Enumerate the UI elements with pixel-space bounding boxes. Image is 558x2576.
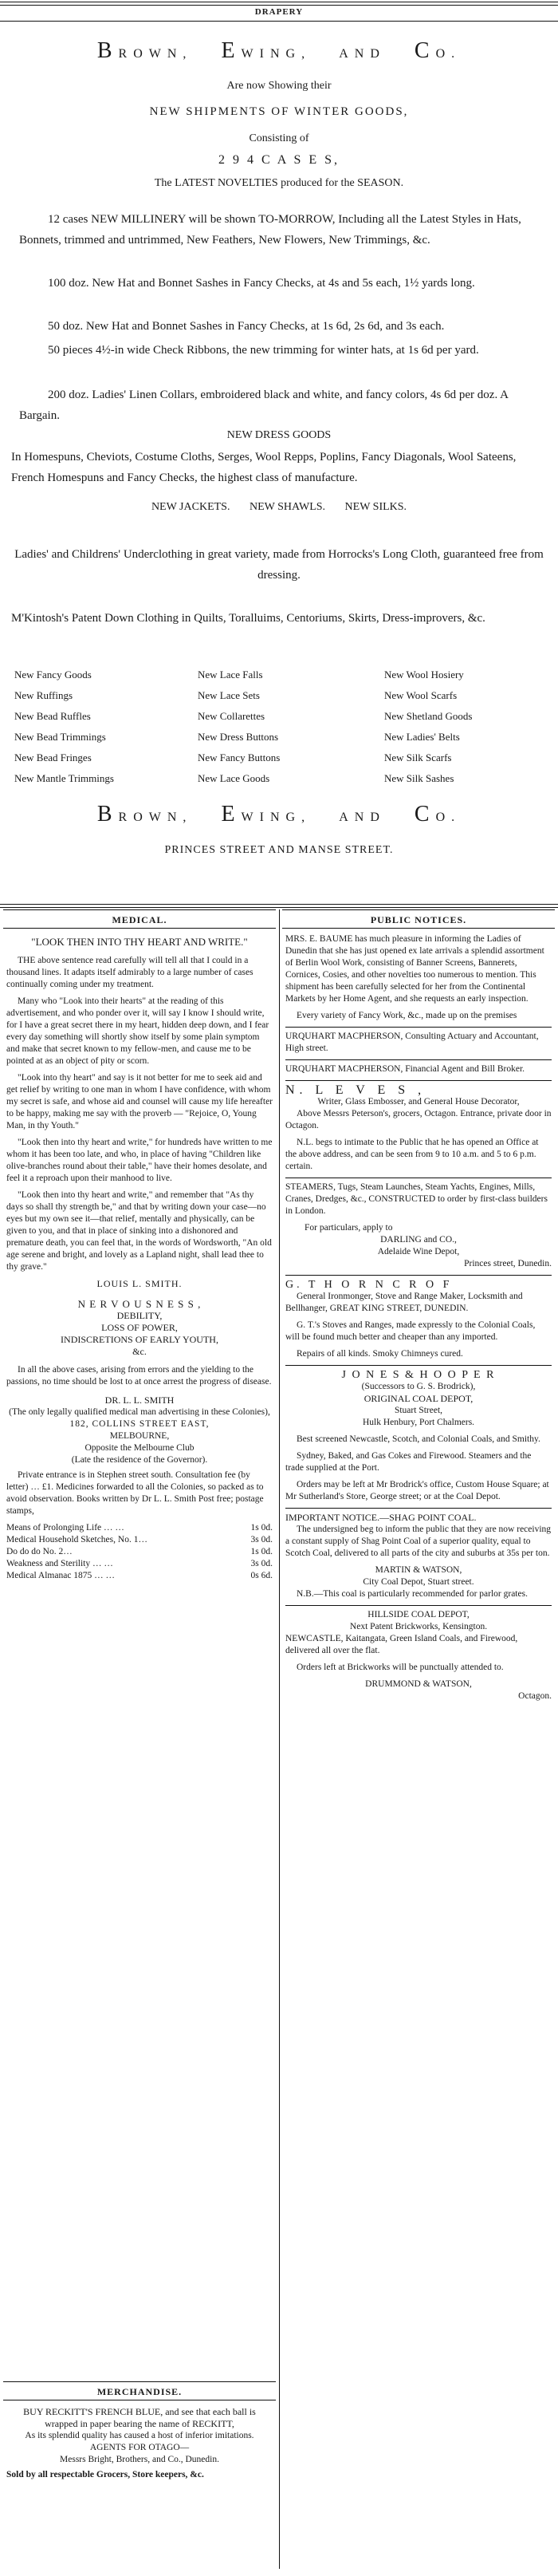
nerv-4: INDISCRETIONS OF EARLY YOUTH, bbox=[61, 1334, 218, 1345]
notices-column bbox=[285, 933, 552, 1702]
urquhart-2: URQUHART MACPHERSON, Financial Agent and Bill Broker. bbox=[285, 1064, 525, 1074]
jh-2: (Successors to G. S. Brodrick), bbox=[361, 1382, 476, 1391]
mkintosh: M'Kintosh's Patent Down Clothing in Quilts, Toralluims, Centoriums, Skirts, Dress-improvers, &c. bbox=[11, 612, 485, 625]
dr-addr-4: (Late the residence of the Governor). bbox=[71, 1455, 208, 1465]
book-row: Do do do No. 2… 1s 0d. bbox=[6, 1547, 273, 1556]
goods-col-2: New Lace Falls New Lace Sets New Collarettes New Dress Buttons New Fancy Buttons New Lace Goods bbox=[198, 669, 281, 784]
book-row: Weakness and Sterility … … 3s 0d. bbox=[6, 1559, 273, 1568]
nerv-3: LOSS OF POWER, bbox=[101, 1322, 178, 1333]
reckitt-text-2: As its splendid quality has caused a host of inferior imitations. bbox=[25, 2431, 254, 2440]
leves-name: N. L E V E S , bbox=[285, 1083, 426, 1097]
shag-5: N.B.—This coal is particularly recommended for parlor grates. bbox=[297, 1589, 528, 1599]
hill-3: NEWCASTLE, Kaitangata, Green Island Coals, and Firewood, delivered all over the flat. bbox=[285, 1634, 518, 1655]
dress-text: In Homespuns, Cheviots, Costume Cloths, Serges, Wool Repps, Poplins, Fancy Diagonals, Wool Sateens, French Homespuns and Fancy Checks, the highest class of manufacture. bbox=[11, 451, 517, 484]
jh-4: Stuart Street, bbox=[394, 1406, 443, 1415]
medical-column bbox=[6, 935, 273, 1582]
reckitt-agents-2: Messrs Bright, Brothers, and Co., Dunedin. bbox=[60, 2455, 219, 2464]
book-list bbox=[6, 1522, 273, 1582]
steamers-2: For particulars, apply to bbox=[305, 1223, 393, 1233]
ad-headline: NEW SHIPMENTS OF WINTER GOODS, bbox=[149, 105, 409, 118]
merch-title: MERCHANDISE. bbox=[96, 2386, 183, 2397]
thorncroft-4: Repairs of all kinds. Smoky Chimneys cured. bbox=[297, 1349, 463, 1359]
shag-2: The undersigned beg to inform the public that they are now receiving a constant supply of Shag Point Coal of a superior quality, equal to Scotch Coal, delivered to all parts of the city and suburbs at 35s per ton. bbox=[285, 1525, 552, 1558]
firm-name-top: BROWN, EWING, AND CO. bbox=[96, 38, 462, 63]
hill-6: Octagon. bbox=[518, 1691, 552, 1701]
jh-6: Best screened Newcastle, Scotch, and Colonial Coals, and Smithy. bbox=[297, 1434, 540, 1444]
reckitt-sold: Sold by all respectable Grocers, Store keepers, &c. bbox=[6, 2470, 204, 2479]
medical-p2: Many who "Look into their hearts" at the reading of this advertisement, and who ponder over it, will say I know I should write, for I have a great secret there in my heart, hidden deep down, and I fear every day something will shortly show itself by some plain symptom and make that secret known to my fellow-men, and cause me to be pointed at as an object of pity or scorn. bbox=[6, 996, 269, 1066]
shag-1: IMPORTANT NOTICE.—SHAG POINT COAL. bbox=[285, 1512, 477, 1523]
dress-heading: NEW DRESS GOODS bbox=[226, 429, 332, 441]
leves-3: N.L. begs to intimate to the Public that he has opened an Office at the above address, and can be seen from 9 to 10 a.m. and 5 to 6 p.m. certain. bbox=[285, 1138, 539, 1171]
notices-title: PUBLIC NOTICES. bbox=[370, 914, 467, 925]
ad-novelties: The LATEST NOVELTIES produced for the SEASON. bbox=[154, 177, 404, 189]
jones-hooper-name: J O N E S & H O O P E R bbox=[341, 1369, 496, 1381]
reckitt-agents: AGENTS FOR OTAGO— bbox=[89, 2443, 190, 2452]
merch-column bbox=[6, 2406, 273, 2481]
para-millinery: 12 cases NEW MILLINERY will be shown TO-MORROW, Including all the Latest Styles in Hats, Bonnets, trimmed and untrimmed, New Feathers, New Flowers, New Trimmings, &c. bbox=[19, 213, 521, 247]
medical-quote-head: "LOOK THEN INTO THY HEART AND WRITE." bbox=[31, 936, 248, 948]
para-ribbons: 50 pieces 4½-in wide Check Ribbons, the new trimming for winter hats, at 1s 6d per yard. bbox=[48, 344, 479, 357]
ad-intro: Are now Showing their bbox=[226, 80, 332, 92]
thorncroft-name: G. T H O R N C R O F bbox=[285, 1279, 453, 1291]
urquhart-1: URQUHART MACPHERSON, Consulting Actuary and Accountant, High street. bbox=[285, 1032, 539, 1053]
ad-consisting: Consisting of bbox=[249, 132, 309, 144]
jh-8: Orders may be left at Mr Brodrick's office, Custom House Square; at Mr Sutherland's Store, George street; or at the Coal Depot. bbox=[285, 1480, 549, 1501]
medical-title-rule bbox=[3, 928, 276, 929]
para-sashes-1: 100 doz. New Hat and Bonnet Sashes in Fancy Checks, at 4s and 5s each, 1½ yards long. bbox=[48, 277, 475, 290]
book-row: Medical Almanac 1875 … … 0s 6d. bbox=[6, 1571, 273, 1580]
steamers-4: Adelaide Wine Depot, bbox=[377, 1247, 460, 1256]
leves-1: Writer, Glass Embosser, and General House Decorator, bbox=[317, 1097, 520, 1107]
medical-p6: In all the above cases, arising from errors and the yielding to the passions, no time should be lost to at once arrest the progress of disease. bbox=[6, 1365, 272, 1387]
reckitt-text: BUY RECKITT'S FRENCH BLUE, and see that each ball is wrapped in paper bearing the name of RECKITT, bbox=[23, 2406, 256, 2429]
dr-addr-2: MELBOURNE, bbox=[109, 1431, 170, 1441]
header-rule bbox=[0, 21, 558, 22]
firm-name-bottom: BROWN, EWING, AND CO. bbox=[96, 802, 462, 826]
medical-p4: "Look then into thy heart and write," for hundreds have written to me whom it has been too late, and who, in place of having "Children like olive-branches round about their table," have their homes desolate, and feel it a reproach upon their manhood to live. bbox=[6, 1138, 273, 1183]
nerv-5: &c. bbox=[132, 1346, 147, 1357]
book-row: Means of Prolonging Life … … 1s 0d. bbox=[6, 1523, 273, 1533]
jackets-line: NEW JACKETS. NEW SHAWLS. NEW SILKS. bbox=[151, 501, 407, 513]
underclothing: Ladies' and Childrens' Underclothing in great variety, made from Horrocks's Long Cloth, guaranteed free from dressing. bbox=[14, 548, 544, 582]
steamers-3: DARLING and CO., bbox=[380, 1235, 457, 1245]
hill-2: Next Patent Brickworks, Kensington. bbox=[349, 1622, 488, 1631]
hill-5: DRUMMOND & WATSON, bbox=[365, 1679, 472, 1689]
leves-2: Above Messrs Peterson's, grocers, Octagon. Entrance, private door in Octagon. bbox=[285, 1109, 552, 1130]
notices-top-rule bbox=[282, 909, 555, 910]
medical-p3: "Look into thy heart" and say is it not better for me to seek aid and get relief by writing to one man in whom I have confidence, with whom my secret is safe, and whose aid and counsel will cause my life hereafter to be happy, making me say with the proverb — "Rejoice, O, Young Man, in thy Youth." bbox=[6, 1073, 273, 1130]
dr-name: DR. L. L. SMITH bbox=[104, 1395, 175, 1406]
section-divider bbox=[0, 904, 558, 908]
medical-p1: THE above sentence read carefully will tell all that I could in a thousand lines. It adapts itself admirably to a large number of cases continually coming under my treatment. bbox=[6, 956, 253, 989]
shag-4: City Coal Depot, Stuart street. bbox=[363, 1577, 474, 1587]
top-rule bbox=[0, 2, 558, 6]
notices-title-rule bbox=[282, 928, 555, 929]
merch-top-rule bbox=[3, 2381, 276, 2382]
medical-p7: Private entrance is in Stephen street south. Consultation fee (by letter) … £1. Medicines forwarded to all the Colonies, so packed as to avoid observation. Books written by Dr L. L. Smith Post free; postage stamps, bbox=[6, 1470, 264, 1516]
medical-title: MEDICAL. bbox=[112, 914, 167, 925]
steamers-5: Princes street, Dunedin. bbox=[464, 1259, 552, 1268]
dr-addr-3: Opposite the Melbourne Club bbox=[84, 1443, 195, 1453]
thorncroft-3: G. T.'s Stoves and Ranges, made expressly to the Colonial Coals, will be found much better and cheaper than any imported. bbox=[285, 1320, 536, 1342]
jh-7: Sydney, Baked, and Gas Cokes and Firewood. Steamers and the trade supplied at the Port. bbox=[285, 1451, 532, 1473]
book-row: Medical Household Sketches, No. 1… 3s 0d. bbox=[6, 1535, 273, 1544]
goods-col-1: New Fancy Goods New Ruffings New Bead Ruffles New Bead Trimmings New Bead Fringes New Mantle Trimmings bbox=[14, 669, 114, 784]
nerv-1: N E R V O U S N E S S , bbox=[77, 1298, 202, 1310]
ad-address: PRINCES STREET AND MANSE STREET. bbox=[164, 844, 394, 856]
steamers: STEAMERS, Tugs, Steam Launches, Steam Yachts, Engines, Mills, Cranes, Dredges, &c., CONSTRUCTED to order by first-class builders in London. bbox=[285, 1182, 548, 1216]
goods-col-3: New Wool Hosiery New Wool Scarfs New Shetland Goods New Ladies' Belts New Silk Scarfs New Silk Sashes bbox=[384, 669, 473, 784]
ad-cases: 2 9 4 C A S E S, bbox=[218, 153, 340, 167]
baume-notice: MRS. E. BAUME has much pleasure in informing the Ladies of Dunedin that she has just opened ex late arrivals a splendid assortment of Berlin Wool Work, consisting of Banner Screens, Bannerets, Cornices, Cosies, and other novelties too numerous to mention. This shipment has been carefully selected for her from the Continental Markets by her Home Agent, and she requests an early inspection. bbox=[285, 934, 544, 1004]
medical-top-rule bbox=[3, 909, 276, 910]
shag-3: MARTIN & WATSON, bbox=[375, 1565, 462, 1575]
dr-note: (The only legally qualified medical man advertising in these Colonies), bbox=[9, 1407, 270, 1417]
jh-5: Hulk Henbury, Port Chalmers. bbox=[362, 1418, 475, 1427]
hill-4: Orders left at Brickworks will be punctually attended to. bbox=[297, 1663, 504, 1672]
para-collars: 200 doz. Ladies' Linen Collars, embroidered black and white, and fancy colors, 4s 6d per doz. A Bargain. bbox=[19, 389, 509, 422]
baume-notice-2: Every variety of Fancy Work, &c., made up on the premises bbox=[297, 1011, 517, 1020]
para-sashes-2: 50 doz. New Hat and Bonnet Sashes in Fancy Checks, at 1s 6d, 2s 6d, and 3s each. bbox=[48, 320, 445, 333]
medical-signature: LOUIS L. SMITH. bbox=[96, 1278, 183, 1289]
jh-3: ORIGINAL COAL DEPOT, bbox=[363, 1393, 474, 1404]
column-divider bbox=[279, 909, 280, 2569]
dr-addr-1: 182, COLLINS STREET EAST, bbox=[69, 1419, 210, 1429]
section-header: DRAPERY bbox=[254, 7, 304, 17]
thorncroft-2: General Ironmonger, Stove and Range Maker, Locksmith and Bellhanger, GREAT KING STREET, DUNEDIN. bbox=[285, 1292, 523, 1313]
hill-1: HILLSIDE COAL DEPOT, bbox=[367, 1610, 470, 1619]
nerv-2: DEBILITY, bbox=[116, 1310, 163, 1321]
medical-p5: "Look then into thy heart and write," and remember that "As thy days so shall thy strength be," and that by writing down your case—no eyes but my own see it—that relief, mentally and physically, can be given to you, and that in place of sinking into a dishonored and premature death, you can feel that, in the words of Wordsworth, "An old age serene and bright, and lovely as a Lapland night, shall lead thee to thy grave." bbox=[6, 1190, 272, 1272]
